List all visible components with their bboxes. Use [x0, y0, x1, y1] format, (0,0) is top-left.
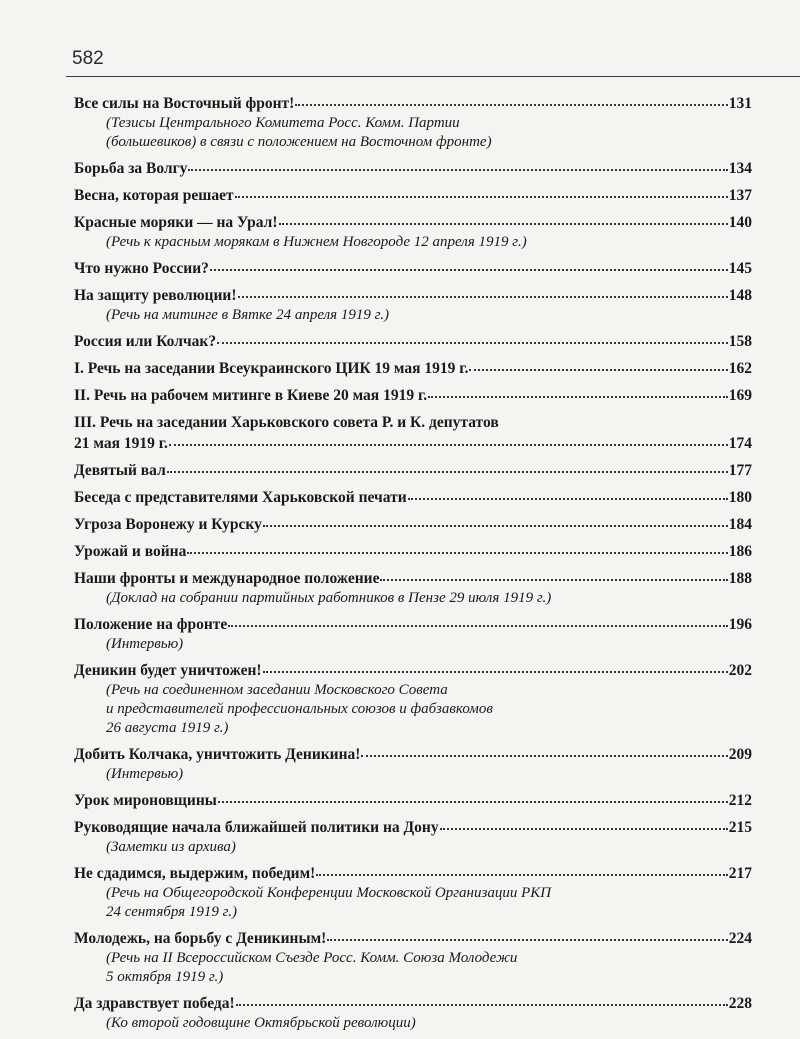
toc-entry: [74, 212, 752, 252]
toc-entry-page: 148: [728, 287, 752, 304]
toc-entry: [74, 614, 752, 654]
header-rule: [66, 76, 800, 77]
dot-leader: [469, 359, 727, 371]
toc-entry-line: [74, 993, 752, 1014]
toc-entry-line: [74, 331, 752, 352]
toc-entry: [74, 817, 752, 857]
toc-entry: [74, 514, 752, 535]
toc-entry: [74, 158, 752, 179]
toc-entry-page: 131: [728, 95, 752, 112]
toc-entry-page: 137: [728, 187, 752, 204]
toc-entry-line: [74, 358, 752, 379]
dot-leader: [361, 745, 727, 757]
toc-entry-page: 186: [728, 543, 752, 560]
toc-entry-line: [74, 928, 752, 949]
dot-leader: [167, 461, 728, 473]
toc-entry-subtitle: (Интервью): [106, 636, 184, 652]
dot-leader: [428, 386, 728, 398]
toc-entry-title: На защиту революции!: [74, 287, 237, 304]
toc-entry-line: [74, 790, 752, 811]
dot-leader: [316, 864, 727, 876]
toc-entry-title: I. Речь на заседании Всеукраинского ЦИК 19 мая 1919 г.: [74, 360, 469, 377]
toc-entry: [74, 258, 752, 279]
toc-entry-page: 209: [728, 746, 752, 763]
toc-entry: [74, 863, 752, 922]
toc-entry-line: [74, 433, 752, 454]
toc-entry-line: [74, 93, 752, 114]
toc-entry-subtitle: (Речь на митинге в Вятке 24 апреля 1919 г.): [106, 307, 390, 323]
dot-leader: [218, 791, 728, 803]
toc-entry: [74, 93, 752, 152]
dot-leader: [263, 515, 728, 527]
page-number: 582: [72, 48, 104, 69]
toc-entry-title: Добить Колчака, уничтожить Деникина!: [74, 746, 361, 763]
toc-entry-title: Девятый вал: [74, 462, 166, 479]
toc-entry-page: 180: [728, 489, 752, 506]
toc-entry: [74, 660, 752, 738]
toc-entry-subtitle: 24 сентября 1919 г.): [106, 904, 238, 920]
toc-entry-line: [74, 863, 752, 884]
toc-entry: [74, 541, 752, 562]
toc-entry: [74, 385, 752, 406]
toc-entry-subtitle: (Ко второй годовщине Октябрьской революции): [106, 1015, 416, 1031]
toc-entry-title-line: III. Речь на заседании Харьковского совета Р. и К. депутатов: [74, 414, 499, 431]
toc-entry-page: 158: [728, 333, 752, 350]
toc-entry: [74, 185, 752, 206]
toc-entry-subtitle: (Тезисы Центрального Комитета Росс. Комм. Партии: [106, 115, 460, 131]
toc-entry-page: 140: [728, 214, 752, 231]
toc-entry: [74, 487, 752, 508]
dot-leader: [228, 615, 727, 627]
dot-leader: [217, 332, 728, 344]
dot-leader: [235, 186, 728, 198]
toc-entry-line: [74, 212, 752, 233]
toc-entry-page: 196: [728, 616, 752, 633]
toc-entry-title: Деникин будет уничтожен!: [74, 662, 262, 679]
toc-entry-subtitle: (Речь на II Всероссийском Съезде Росс. Комм. Союза Молодежи: [106, 950, 518, 966]
toc-entry-title: Молодежь, на борьбу с Деникиным!: [74, 930, 327, 947]
toc-entry-subtitle: (Речь на соединенном заседании Московского Совета: [106, 682, 448, 698]
toc-entry: [74, 744, 752, 784]
toc-entry-title: II. Речь на рабочем митинге в Киеве 20 мая 1919 г.: [74, 387, 428, 404]
dot-leader: [408, 488, 728, 500]
toc-entry-subtitle: (Интервью): [106, 766, 184, 782]
toc-entry-line: [74, 460, 752, 481]
toc-entry-title: 21 мая 1919 г.: [74, 435, 168, 452]
toc-entry-page: 145: [728, 260, 752, 277]
toc-entry-title: Угроза Воронежу и Курску: [74, 516, 262, 533]
toc-entry-title: Урожай и война: [74, 543, 187, 560]
toc-entry-subtitle: (Речь на Общегородской Конференции Московской Организации РКП: [106, 885, 552, 901]
toc-entry: [74, 358, 752, 379]
toc-entry-page: 177: [728, 462, 752, 479]
toc-entry-line: [74, 744, 752, 765]
dot-leader: [210, 259, 728, 271]
toc-entry: [74, 331, 752, 352]
toc-entry-title: Да здравствует победа!: [74, 995, 235, 1012]
toc-entry-line: [74, 285, 752, 306]
toc-entry: [74, 460, 752, 481]
toc-entry-title: Россия или Колчак?: [74, 333, 217, 350]
toc-entry-subtitle: и представителей профессиональных союзов и фабзавкомов: [106, 701, 493, 717]
toc-entry-title: Положение на фронте: [74, 616, 228, 633]
toc-entry-line: [74, 158, 752, 179]
toc-entry: [74, 412, 752, 454]
dot-leader: [188, 159, 727, 171]
toc-entry-line: [74, 385, 752, 406]
toc-entry-page: 174: [728, 435, 752, 452]
toc-entry-subtitle: (большевиков) в связи с положением на Восточном фронте): [106, 134, 492, 150]
toc-entry-title: Беседа с представителями Харьковской печати: [74, 489, 407, 506]
toc-entry-line: [74, 817, 752, 838]
dot-leader: [169, 434, 728, 446]
toc-entry-title: Красные моряки — на Урал!: [74, 214, 278, 231]
toc-entry-subtitle: (Речь к красным морякам в Нижнем Новгороде 12 апреля 1919 г.): [106, 234, 527, 250]
dot-leader: [187, 542, 727, 554]
toc-entry-page: 134: [728, 160, 752, 177]
toc-entry-title: Урок мироновщины: [74, 792, 217, 809]
dot-leader: [236, 994, 728, 1006]
toc-entry-page: 184: [728, 516, 752, 533]
toc-entry: [74, 285, 752, 325]
toc-entry-page: 202: [728, 662, 752, 679]
toc-entry-line: [74, 541, 752, 562]
toc-entry-line: [74, 185, 752, 206]
toc-entry-title: Не сдадимся, выдержим, победим!: [74, 865, 316, 882]
toc-entry-page: 228: [728, 995, 752, 1012]
dot-leader: [440, 818, 728, 830]
toc-entry-subtitle: 26 августа 1919 г.): [106, 720, 229, 736]
toc-entry-title: Весна, которая решает: [74, 187, 234, 204]
toc-entry-line: [74, 487, 752, 508]
dot-leader: [295, 94, 727, 106]
toc-entry-page: 162: [728, 360, 752, 377]
toc-entry: [74, 993, 752, 1033]
toc-entry-line: [74, 660, 752, 681]
toc-entry: [74, 568, 752, 608]
toc-entry-subtitle: (Доклад на собрании партийных работников в Пензе 29 июля 1919 г.): [106, 590, 552, 606]
toc-entry-page: 224: [728, 930, 752, 947]
toc-entry: [74, 928, 752, 987]
toc-entry-line: [74, 614, 752, 635]
toc-entry-line: [74, 514, 752, 535]
dot-leader: [279, 213, 728, 225]
toc-entry-page: 215: [728, 819, 752, 836]
toc-entry-subtitle: (Заметки из архива): [106, 839, 236, 855]
dot-leader: [327, 929, 727, 941]
toc-entry-title: Руководящие начала ближайшей политики на Дону: [74, 819, 439, 836]
toc-entry-title: Все силы на Восточный фронт!: [74, 95, 295, 112]
toc-entry-page: 188: [728, 570, 752, 587]
toc-entry-subtitle: 5 октября 1919 г.): [106, 969, 224, 985]
dot-leader: [263, 661, 728, 673]
toc-entry-line: [74, 258, 752, 279]
toc-entry-page: 212: [728, 792, 752, 809]
table-of-contents: [74, 93, 752, 1039]
dot-leader: [380, 569, 727, 581]
toc-entry-title: Борьба за Волгу: [74, 160, 188, 177]
dot-leader: [238, 286, 728, 298]
toc-entry-title: Наши фронты и международное положение: [74, 570, 380, 587]
toc-entry: [74, 790, 752, 811]
toc-entry-page: 169: [728, 387, 752, 404]
toc-entry-title: Что нужно России?: [74, 260, 209, 277]
toc-entry-line: [74, 568, 752, 589]
toc-entry-page: 217: [728, 865, 752, 882]
